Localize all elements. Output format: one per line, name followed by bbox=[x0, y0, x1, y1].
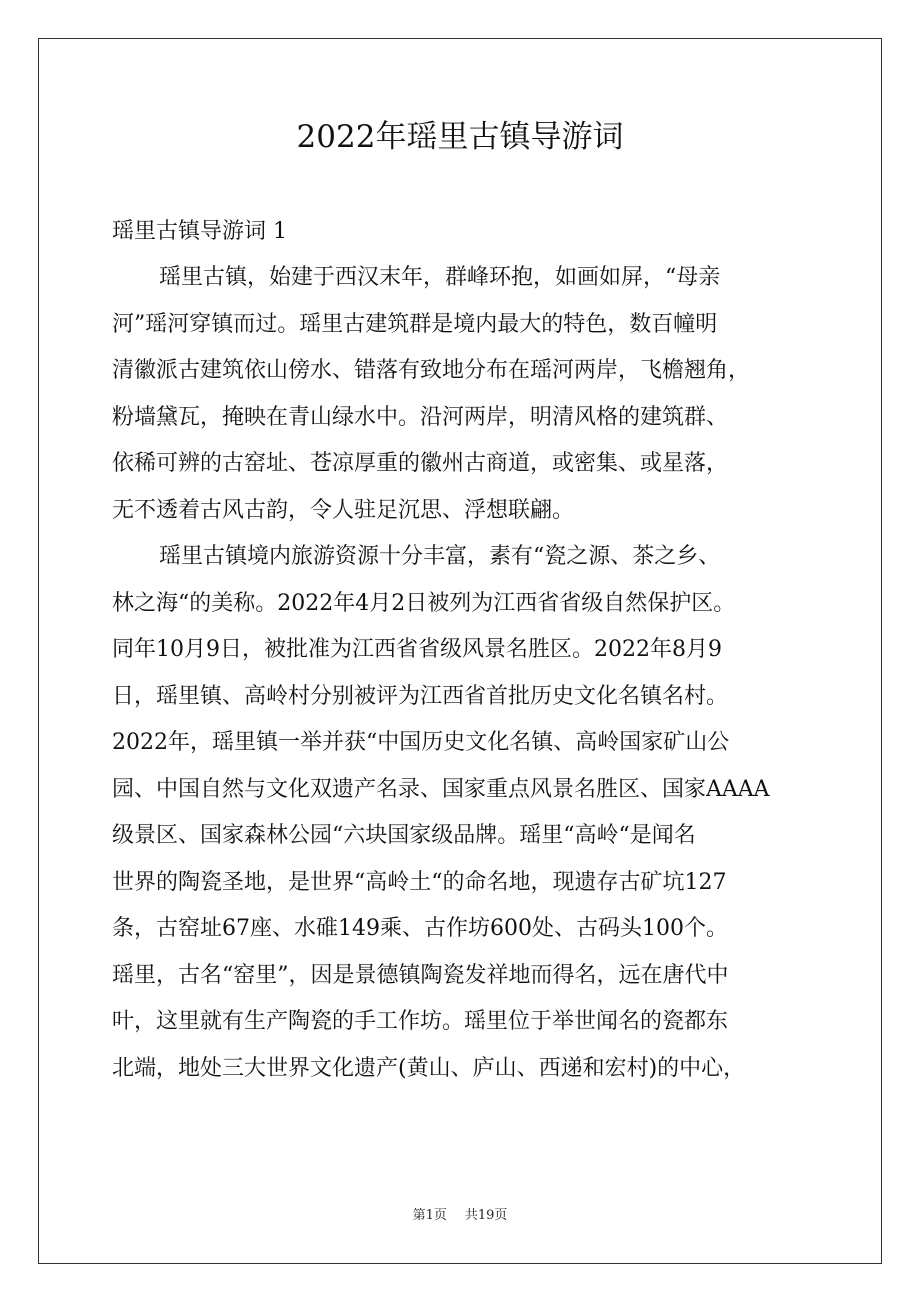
text-line: 条，古窑址67座、水碓149乘、古作坊600处、古码头100个。 bbox=[112, 916, 728, 941]
paragraph-1 bbox=[112, 255, 822, 534]
text-line: 河”瑶河穿镇而过。瑶里古建筑群是境内最大的特色，数百幢明 bbox=[112, 311, 718, 337]
text-line: 级景区、国家森林公园“六块国家级品牌。瑶里“高岭“是闻名 bbox=[112, 823, 696, 848]
text-line: 清徽派古建筑依山傍水、错落有致地分布在瑶河两岸，飞檐翘角， bbox=[112, 358, 751, 383]
text-line: 同年10月9日，被批准为江西省省级风景名胜区。2022年8月9 bbox=[112, 637, 722, 662]
document-title: 2022年瑶里古镇导游词 bbox=[296, 119, 624, 155]
text-line: 日，瑶里镇、高岭村分别被评为江西省首批历史文化名镇名村。 bbox=[112, 683, 729, 709]
text-line: 瑶里，古名“窑里”，因是景德镇陶瓷发祥地而得名，远在唐代中 bbox=[112, 962, 729, 988]
text-line: 粉墙黛瓦，掩映在青山绿水中。沿河两岸，明清风格的建筑群、 bbox=[112, 404, 729, 430]
text-line: 无不透着古风古韵，令人驻足沉思、浮想联翩。 bbox=[112, 497, 575, 523]
page-total: 共19页 bbox=[464, 1208, 508, 1223]
paragraph-2 bbox=[112, 534, 822, 1092]
page-footer bbox=[38, 1206, 882, 1226]
text-line: 依稀可辨的古窑址、苍凉厚重的徽州古商道，或密集、或星落， bbox=[112, 451, 729, 476]
text-line: 叶，这里就有生产陶瓷的手工作坊。瑶里位于举世闻名的瓷都东 bbox=[112, 1009, 729, 1034]
section-heading: 瑶里古镇导游词 1 bbox=[112, 219, 287, 244]
document-body bbox=[112, 208, 822, 1092]
text-line: 林之海“的美称。2022年4月2日被列为江西省省级自然保护区。 bbox=[112, 590, 736, 616]
text-line: 世界的陶瓷圣地，是世界“高岭土“的命名地，现遗存古矿坑127 bbox=[112, 869, 727, 895]
page-number: 第1页 bbox=[412, 1208, 447, 1223]
text-line: 北端，地处三大世界文化遗产(黄山、庐山、西递和宏村)的中心， bbox=[112, 1055, 746, 1081]
text-line: 2022年，瑶里镇一举并获“中国历史文化名镇、高岭国家矿山公 bbox=[112, 730, 730, 755]
text-line: 园、中国自然与文化双遗产名录、国家重点风景名胜区、国家AAAA bbox=[112, 776, 770, 802]
text-line: 瑶里古镇，始建于西汉末年，群峰环抱，如画如屏，“母亲 bbox=[159, 265, 721, 290]
text-line: 瑶里古镇境内旅游资源十分丰富，素有“瓷之源、茶之乡、 bbox=[159, 544, 721, 569]
